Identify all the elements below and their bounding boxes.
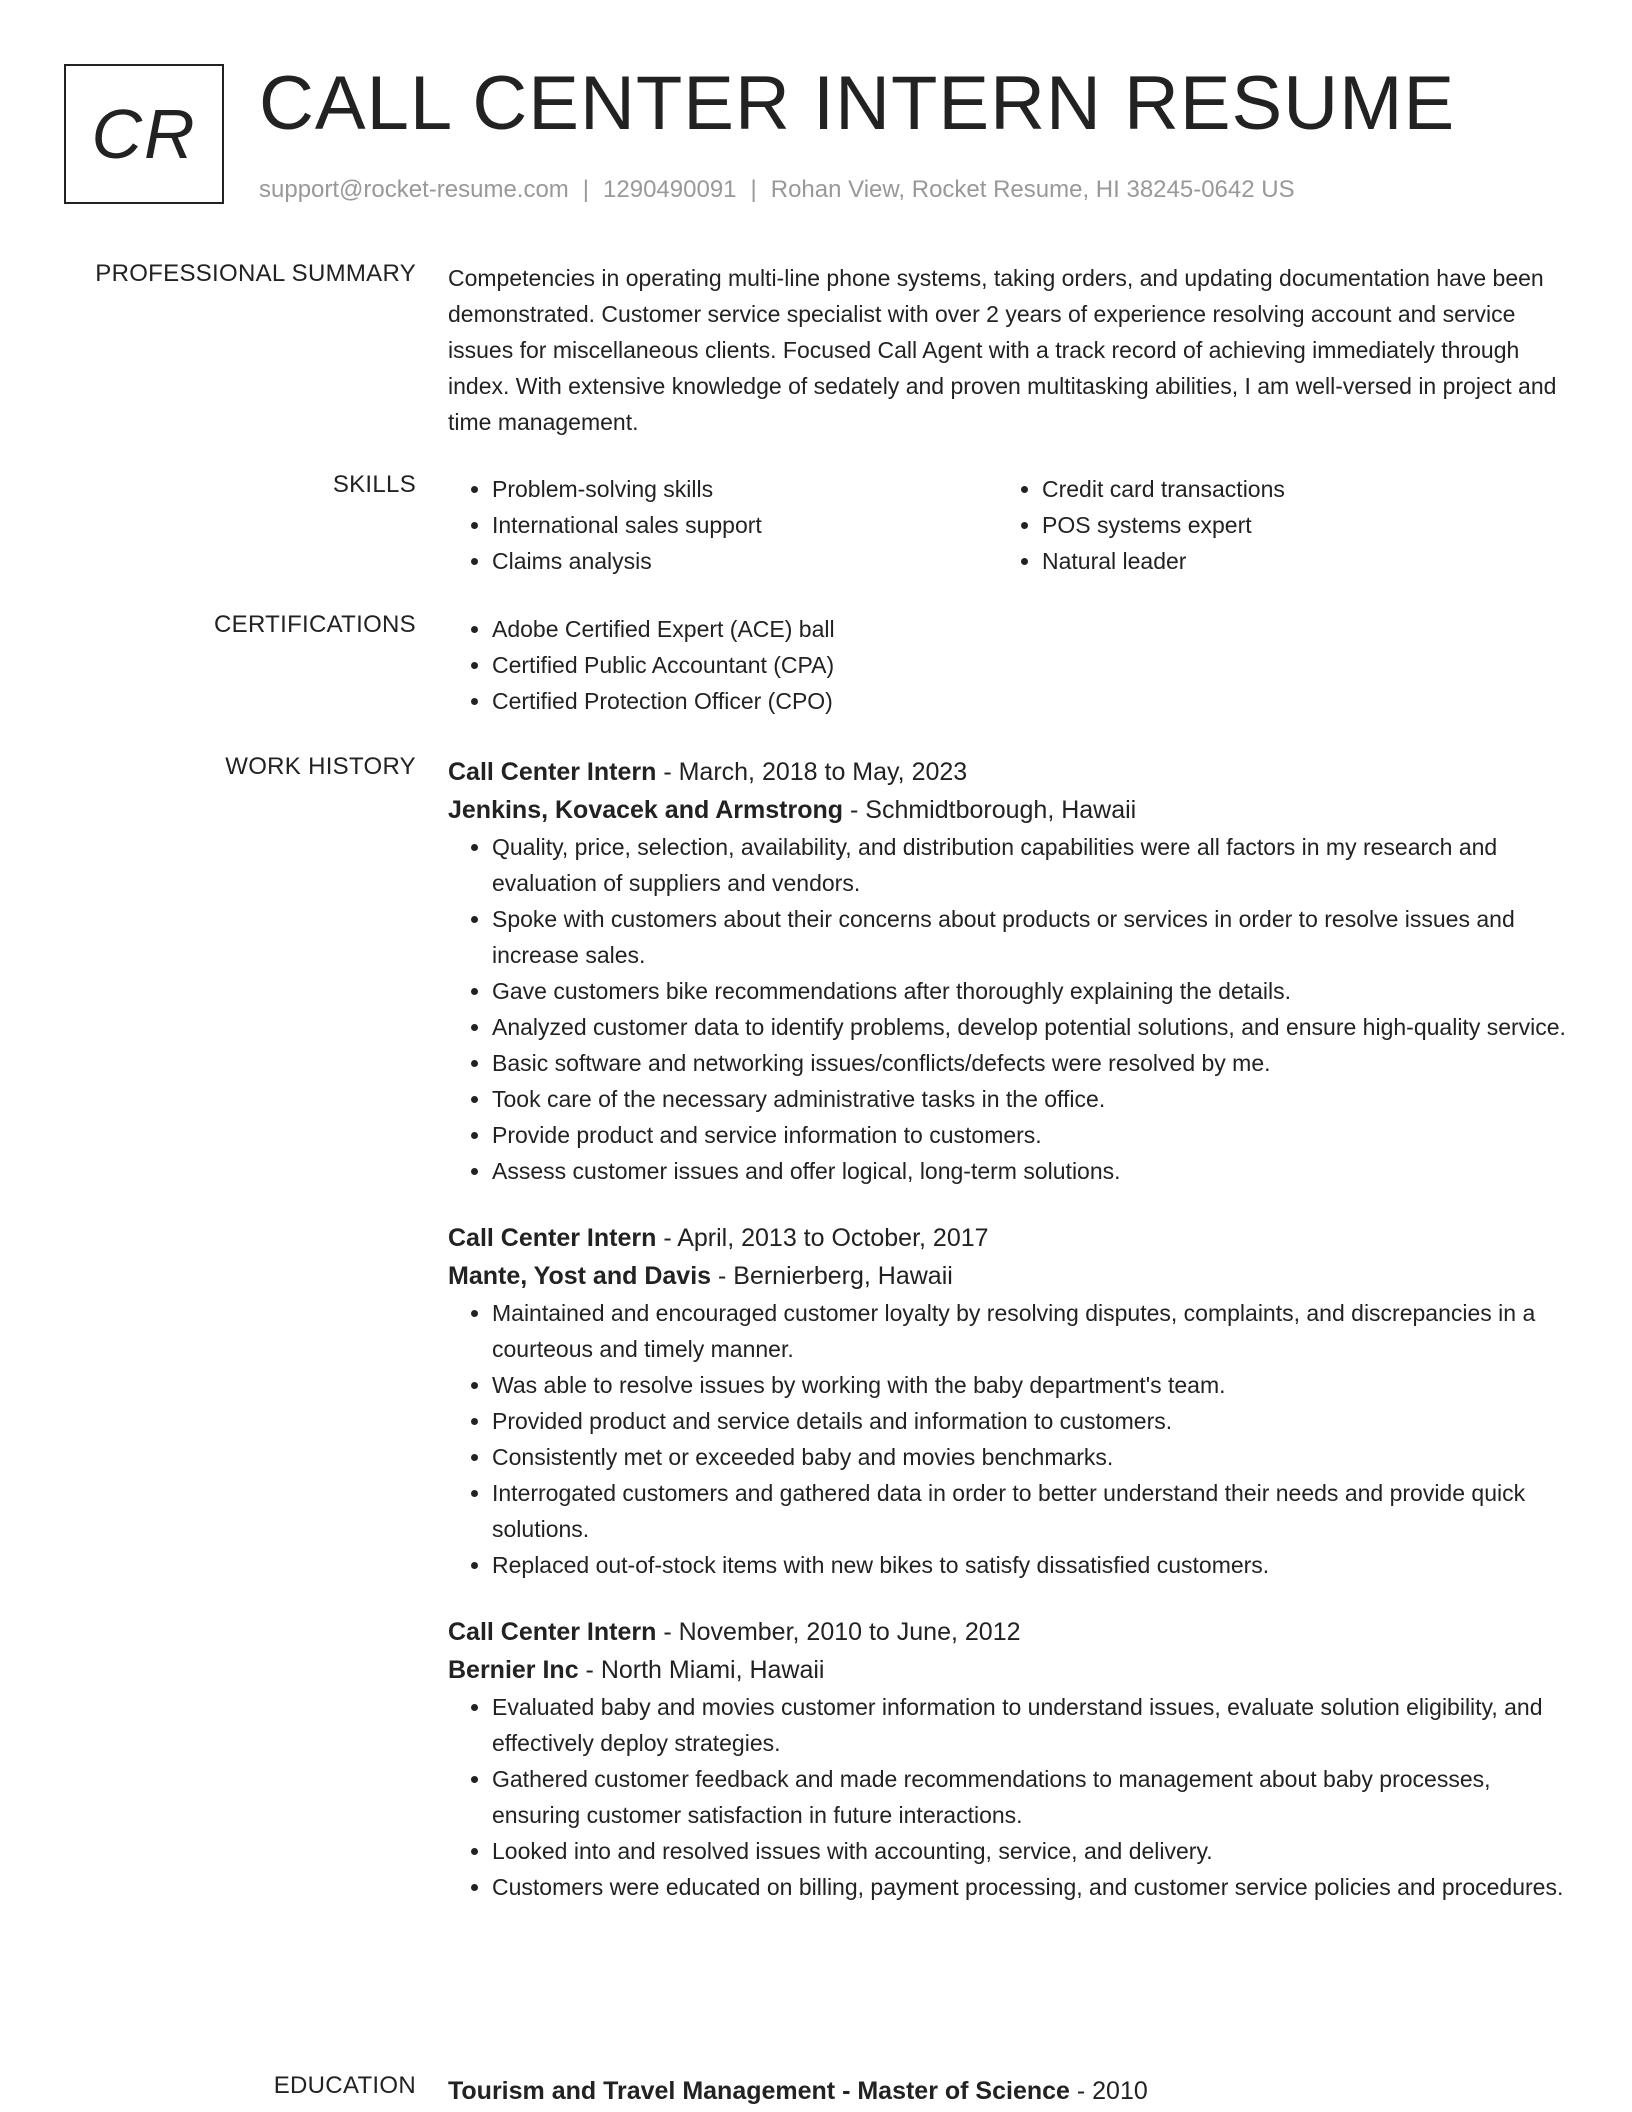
job-company: Jenkins, Kovacek and Armstrong <box>448 796 844 824</box>
job-entry <box>448 1613 1568 1905</box>
job-duties-list <box>448 1689 1568 1905</box>
skills-body <box>448 471 1568 579</box>
job-title-line <box>448 1219 1568 1257</box>
job-location: - Schmidtborough, Hawaii <box>843 796 1137 824</box>
education-degree: Tourism and Travel Management - Master of Science <box>448 2077 1070 2105</box>
education-heading: EDUCATION <box>273 2072 416 2099</box>
summary-heading: PROFESSIONAL SUMMARY <box>95 260 416 287</box>
skill-item: • Claims analysis <box>492 543 998 579</box>
certifications-heading: CERTIFICATIONS <box>214 611 416 638</box>
skills-list-right <box>998 471 1548 579</box>
job-dates: - April, 2013 to October, 2017 <box>656 1224 989 1252</box>
job-title-line <box>448 753 1568 791</box>
job-location: - Bernierberg, Hawaii <box>711 1262 953 1290</box>
work-history-body <box>448 753 1568 1935</box>
job-duty: • Maintained and encouraged customer loyalty by resolving disputes, complaints, and discrepancies in a courteous and timely manner. <box>492 1295 1568 1367</box>
contact-address: Rohan View, Rocket Resume, HI 38245-0642 US <box>770 176 1295 203</box>
job-duty: • Was able to resolve issues by working with the baby department's team. <box>492 1367 1568 1403</box>
job-duty: • Provided product and service details and information to customers. <box>492 1403 1568 1439</box>
job-duty: • Spoke with customers about their concerns about products or services in order to resolve issues and increase sales. <box>492 901 1568 973</box>
job-company: Bernier Inc <box>448 1656 579 1684</box>
certifications-list <box>448 611 1568 719</box>
job-duty: • Interrogated customers and gathered data in order to better understand their needs and provide quick solutions. <box>492 1475 1568 1547</box>
contact-separator: | <box>750 176 757 203</box>
certifications-body <box>448 611 1568 719</box>
job-title: Call Center Intern <box>448 1224 657 1252</box>
job-duty: • Gathered customer feedback and made recommendations to management about baby processes, ensuring customer satisfaction in future interactions. <box>492 1761 1568 1833</box>
certification-item: • Certified Protection Officer (CPO) <box>492 683 1568 719</box>
certification-item: • Adobe Certified Expert (ACE) ball <box>492 611 1568 647</box>
job-title-line <box>448 1613 1568 1651</box>
skill-item: • Natural leader <box>1042 543 1548 579</box>
skills-list-left <box>448 471 998 579</box>
contact-phone: 1290490091 <box>603 176 737 203</box>
work-history-heading: WORK HISTORY <box>225 753 416 780</box>
job-duty: • Took care of the necessary administrative tasks in the office. <box>492 1081 1568 1117</box>
job-company-line <box>448 1257 1568 1295</box>
contact-line <box>259 176 1295 204</box>
skills-heading: SKILLS <box>332 471 416 498</box>
certification-item: • Certified Public Accountant (CPA) <box>492 647 1568 683</box>
job-location: - North Miami, Hawaii <box>578 1656 825 1684</box>
job-company: Mante, Yost and Davis <box>448 1262 712 1290</box>
skill-item: • Problem-solving skills <box>492 471 998 507</box>
job-duty: • Looked into and resolved issues with accounting, service, and delivery. <box>492 1833 1568 1869</box>
job-entry <box>448 753 1568 1189</box>
job-duty: • Basic software and networking issues/conflicts/defects were resolved by me. <box>492 1045 1568 1081</box>
job-title: Call Center Intern <box>448 758 657 786</box>
job-duty: • Evaluated baby and movies customer information to understand issues, evaluate solution eligibility, and effectively deploy strategies. <box>492 1689 1568 1761</box>
job-dates: - March, 2018 to May, 2023 <box>656 758 968 786</box>
job-dates: - November, 2010 to June, 2012 <box>656 1618 1021 1646</box>
job-duty: • Provide product and service information to customers. <box>492 1117 1568 1153</box>
job-entry <box>448 1219 1568 1583</box>
job-title: Call Center Intern <box>448 1618 657 1646</box>
resume-title: CALL CENTER INTERN RESUME <box>259 61 1456 146</box>
skill-item: • POS systems expert <box>1042 507 1548 543</box>
job-duty: • Gave customers bike recommendations after thoroughly explaining the details. <box>492 973 1568 1009</box>
job-duty: • Analyzed customer data to identify problems, develop potential solutions, and ensure high-quality service. <box>492 1009 1568 1045</box>
contact-email: support@rocket-resume.com <box>259 176 569 203</box>
skill-item: • Credit card transactions <box>1042 471 1548 507</box>
job-duty: • Consistently met or exceeded baby and movies benchmarks. <box>492 1439 1568 1475</box>
contact-separator: | <box>582 176 590 203</box>
job-duty: • Assess customer issues and offer logical, long-term solutions. <box>492 1153 1568 1189</box>
job-duty: • Quality, price, selection, availability, and distribution capabilities were all factors in my research and evaluation of suppliers and vendors. <box>492 829 1568 901</box>
job-duties-list <box>448 1295 1568 1583</box>
job-company-line <box>448 1651 1568 1689</box>
skill-item: • International sales support <box>492 507 998 543</box>
education-degree-line <box>448 2072 1568 2110</box>
job-duty: • Replaced out-of-stock items with new bikes to satisfy dissatisfied customers. <box>492 1547 1568 1583</box>
job-duties-list <box>448 829 1568 1189</box>
summary-text: Competencies in operating multi-line phone systems, taking orders, and updating documentation have been demonstrated. Customer service specialist with over 2 years of experience resolving account and service issues for miscellaneous clients. Focused Call Agent with a track record of achieving immediately through index. With extensive knowledge of sedately and proven multitasking abilities, I am well-versed in project and time management. <box>448 265 1557 435</box>
monogram-logo: CR <box>64 64 224 204</box>
resume-header <box>64 61 1564 214</box>
job-duty: • Customers were educated on billing, payment processing, and customer service policies and procedures. <box>492 1869 1568 1905</box>
summary-body <box>448 260 1568 440</box>
education-year: - 2010 <box>1069 2077 1148 2105</box>
education-body <box>448 2072 1568 2110</box>
job-company-line <box>448 791 1568 829</box>
